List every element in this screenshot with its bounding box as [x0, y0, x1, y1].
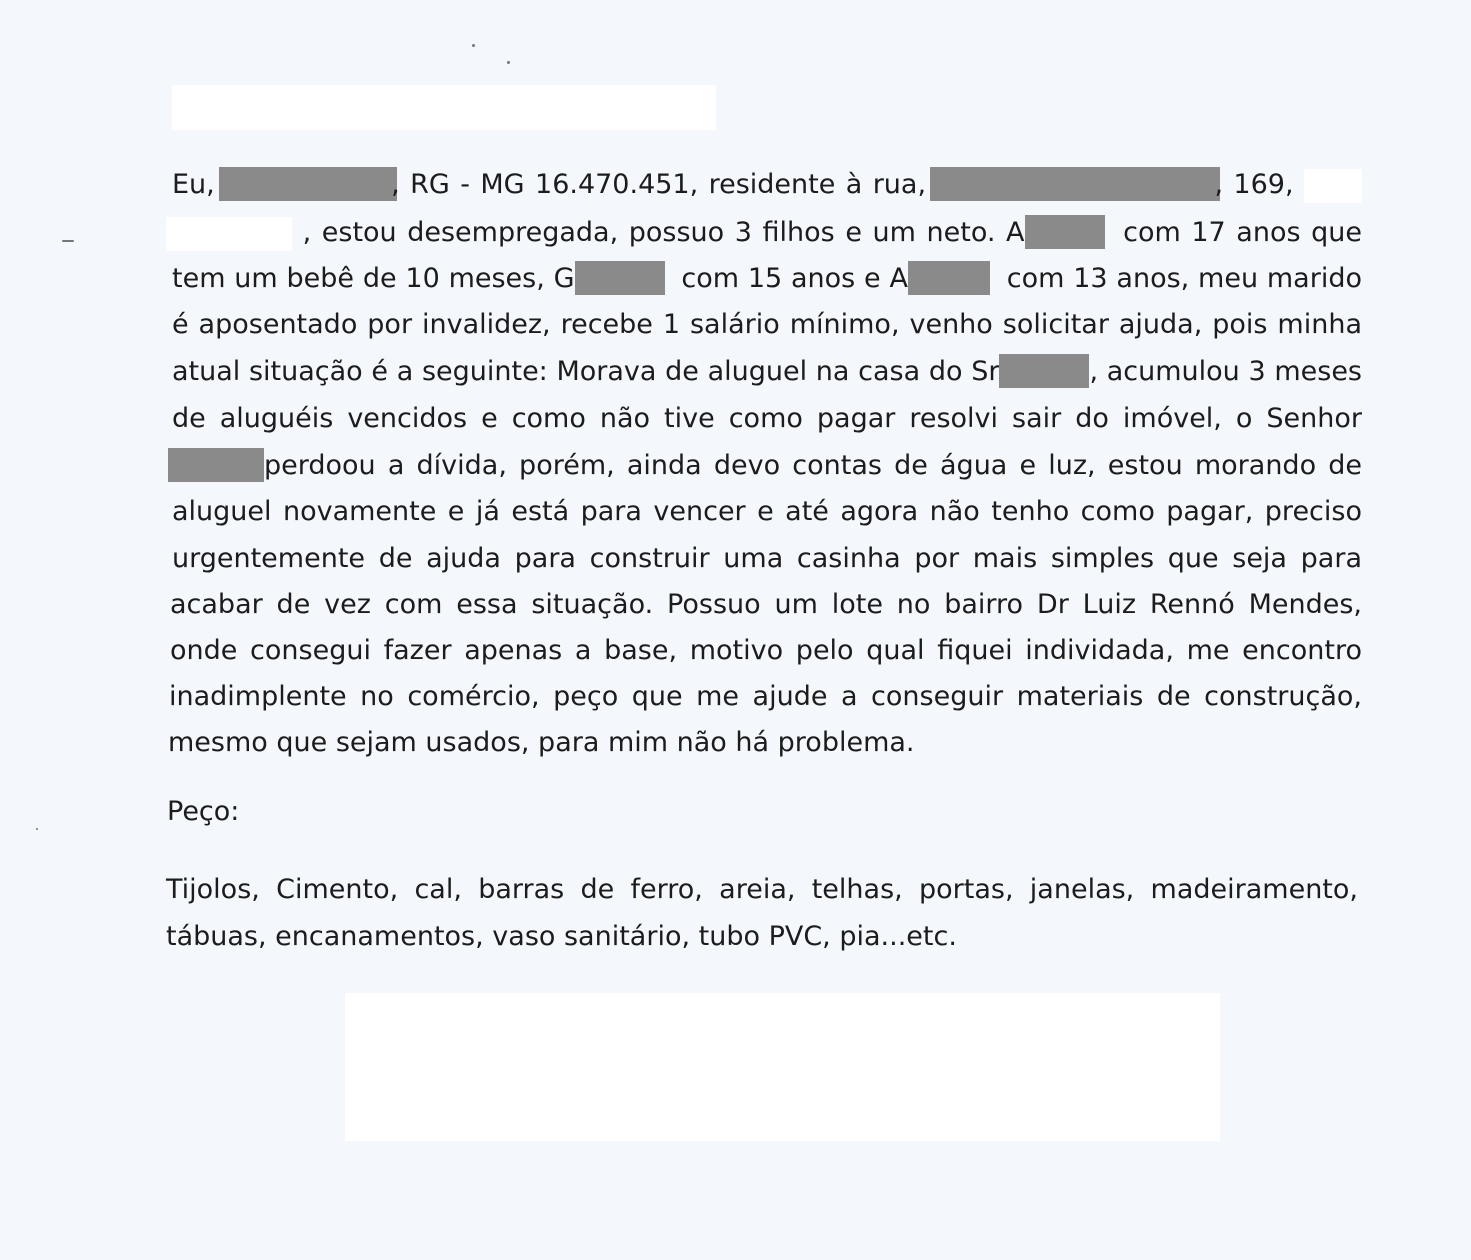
- letter-line-4: [172, 302, 1362, 348]
- line-text: com 13 anos, meu marido: [1006, 263, 1362, 294]
- line-text: acabar de vez com essa situação. Possuo um lote no bairro Dr Luiz Rennó Mendes,: [170, 589, 1362, 620]
- scan-speck: [507, 61, 510, 64]
- line-text: Peço:: [167, 796, 240, 827]
- line-text: Tijolos, Cimento, cal, barras de ferro, areia, telhas, portas, janelas, madeiramento,: [166, 874, 1358, 905]
- redacted-name: [999, 354, 1089, 388]
- redacted-name: [1025, 215, 1105, 249]
- letter-line-7: [168, 443, 1362, 489]
- items-line-2: [166, 914, 1356, 960]
- letter-line-3: [172, 256, 1362, 302]
- letter-line-12: [169, 674, 1362, 720]
- scan-speck: [62, 240, 74, 242]
- letter-line-10: [170, 582, 1362, 628]
- letter-line-2: [166, 210, 1362, 256]
- line-text: aluguel novamente e já está para vencer e até agora não tenho como pagar, preciso: [172, 496, 1362, 527]
- line-text: , 169,: [1214, 169, 1294, 200]
- items-line-1: [166, 867, 1358, 913]
- redacted-name: [908, 261, 990, 295]
- redacted-name: [575, 261, 665, 295]
- line-text: com 17 anos que: [1123, 217, 1362, 248]
- scan-speck: [472, 44, 475, 47]
- line-text: é aposentado por invalidez, recebe 1 salário mínimo, venho solicitar ajuda, pois minha: [172, 309, 1362, 340]
- line-text: onde consegui fazer apenas a base, motivo pelo qual fiquei individada, me encontro: [170, 635, 1362, 666]
- request-heading: [167, 789, 1357, 835]
- line-text: atual situação é a seguinte: Morava de aluguel na casa do Sr: [172, 356, 1000, 387]
- redacted-street: [930, 167, 1220, 201]
- line-text: com 15 anos e A: [681, 263, 908, 294]
- header-whiteout: [172, 85, 716, 130]
- letter-line-8: [172, 489, 1362, 535]
- letter-line-9: [172, 536, 1362, 582]
- letter-line-11: [170, 628, 1362, 674]
- whiteout-patch: [1304, 169, 1362, 203]
- line-text: , RG - MG 16.470.451, residente à rua,: [391, 169, 927, 200]
- line-text: inadimplente no comércio, peço que me ajude a conseguir materiais de construção,: [169, 681, 1362, 712]
- scan-speck: [36, 828, 38, 830]
- letter-line-6: [172, 396, 1362, 442]
- line-text: perdoou a dívida, porém, ainda devo contas de água e luz, estou morando de: [264, 450, 1362, 481]
- line-text: de aluguéis vencidos e como não tive como pagar resolvi sair do imóvel, o Senhor: [172, 403, 1362, 434]
- letter-line-13: [168, 720, 1358, 766]
- redacted-name: [219, 167, 397, 201]
- signature-whiteout: [345, 993, 1220, 1141]
- letter-line-5: [172, 349, 1362, 395]
- whiteout-patch: [166, 217, 292, 251]
- line-text: tem um bebê de 10 meses, G: [172, 263, 575, 294]
- line-text: mesmo que sejam usados, para mim não há problema.: [168, 727, 915, 758]
- redacted-name: [168, 448, 264, 482]
- line-text: , acumulou 3 meses: [1089, 356, 1362, 387]
- letter-line-1: [172, 162, 1362, 208]
- line-text: tábuas, encanamentos, vaso sanitário, tubo PVC, pia...etc.: [166, 921, 957, 952]
- line-text: , estou desempregada, possuo 3 filhos e um neto. A: [302, 217, 1025, 248]
- line-text: Eu,: [172, 169, 215, 200]
- line-text: urgentemente de ajuda para construir uma casinha por mais simples que seja para: [172, 543, 1362, 574]
